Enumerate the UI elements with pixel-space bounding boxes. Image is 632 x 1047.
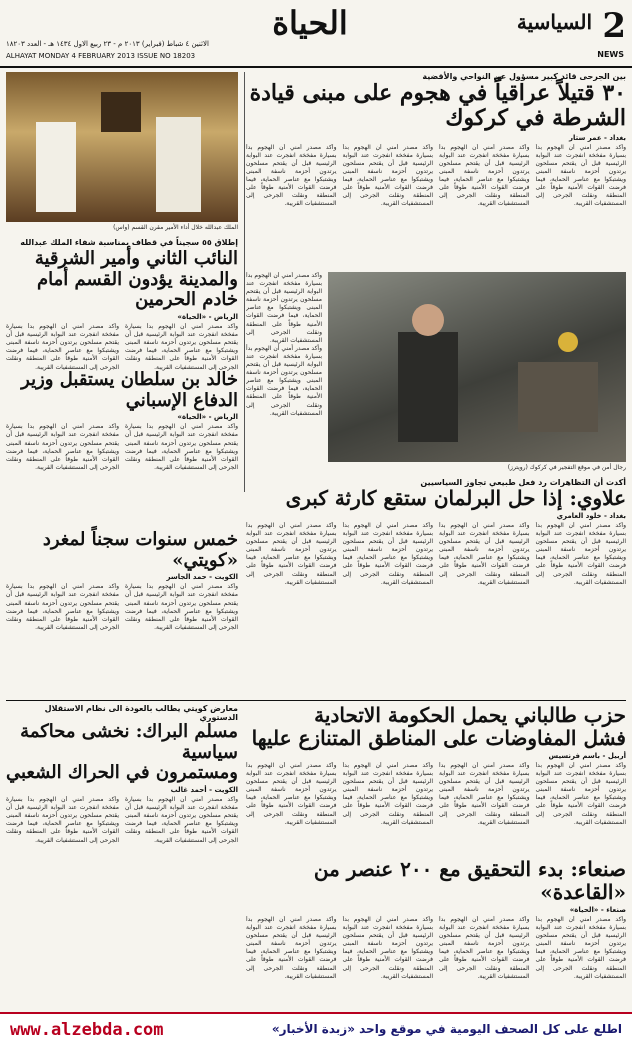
kirkuk-kicker: بين الجرحى قائد كبير مسؤول عن النواحي والأقضية — [422, 72, 626, 81]
allawi-kicker: أكدت أن التظاهرات رد فعل طبيعي تجاوز السياسيين — [420, 478, 626, 487]
news-label: NEWS — [597, 50, 624, 59]
tweeter-article — [6, 530, 238, 713]
allawi-headline: علاوي: إذا حل البرلمان ستقع كارثة كبرى — [285, 486, 626, 510]
promo-text: اطلع على كل الصحف اليومية في موقع واحد «زبدة الأخبار» — [271, 1022, 622, 1036]
khalid-body-2: وأكد مصدر أمني أن الهجوم بدأ بسيارة مفخخة انفجرت عند البوابة الرئيسية قبل أن يقتحم مسلحون يرتدون أحزمة ناسفة المبنى ويشتبكوا مع عناصر الحماية، فيما فرضت القوات الأمنية طوقاً على المنطقة ونقلت الجرحى إلى المستشفيات القريبة. — [6, 423, 119, 471]
allawi-columns — [246, 522, 626, 702]
site-link[interactable]: www.alzebda.com — [10, 1020, 164, 1040]
saudi-body-2: وأكد مصدر أمني أن الهجوم بدأ بسيارة مفخخة انفجرت عند البوابة الرئيسية قبل أن يقتحم مسلحون يرتدون أحزمة ناسفة المبنى ويشتبكوا مع عناصر الحماية، فيما فرضت القوات الأمنية طوقاً على المنطقة ونقلت الجرحى إلى المستشفيات القريبة. — [6, 323, 119, 371]
sanaa-byline: صنعاء - «الحياة» — [569, 906, 626, 914]
kirkuk-body-6: وأكد مصدر أمني أن الهجوم بدأ بسيارة مفخخة انفجرت عند البوابة الرئيسية قبل أن يقتحم مسلحون يرتدون أحزمة ناسفة المبنى ويشتبكوا مع عناصر الحماية، فيما فرضت القوات الأمنية طوقاً على المنطقة ونقلت الجرحى إلى المستشفيات القريبة. — [246, 344, 322, 417]
sanaa-columns — [246, 916, 626, 1026]
section-rule — [6, 700, 626, 701]
kirkuk-body-2: وأكد مصدر أمني أن الهجوم بدأ بسيارة مفخخة انفجرت عند البوابة الرئيسية قبل أن يقتحم مسلحون يرتدون أحزمة ناسفة المبنى ويشتبكوا مع عناصر الحماية، فيما فرضت القوات الأمنية طوقاً على المنطقة ونقلت الجرحى إلى المستشفيات القريبة. — [439, 143, 530, 208]
kirkuk-article — [246, 72, 626, 304]
figure-left — [36, 122, 76, 212]
soldier-head — [412, 304, 444, 336]
khalid-headline: خالد بن سلطان يستقبل وزير الدفاع الإسباني — [21, 369, 238, 411]
masthead — [0, 0, 632, 68]
saudi-headline: النائب الثاني وأمير الشرقية والمدينة يؤدون القسم أمام خادم الحرمين — [34, 248, 238, 311]
barrak-headline-1: مسلم البراك: نخشى محاكمة سياسية — [20, 721, 238, 763]
section-title: السياسية — [516, 10, 592, 34]
allawi-body-1: وأكد مصدر أمني أن الهجوم بدأ بسيارة مفخخة انفجرت عند البوابة الرئيسية قبل أن يقتحم مسلحون يرتدون أحزمة ناسفة المبنى ويشتبكوا مع عناصر الحماية، فيما فرضت القوات الأمنية طوقاً على المنطقة ونقلت الجرحى إلى المستشفيات القريبة. — [535, 522, 626, 586]
barrak-article — [6, 704, 238, 996]
sanaa-body-3: وأكد مصدر أمني أن الهجوم بدأ بسيارة مفخخة انفجرت عند البوابة الرئيسية قبل أن يقتحم مسلحون يرتدون أحزمة ناسفة المبنى ويشتبكوا مع عناصر الحماية، فيما فرضت القوات الأمنية طوقاً على المنطقة ونقلت الجرحى إلى المستشفيات القريبة. — [342, 916, 433, 980]
tweeter-byline: الكويت - حمد الجاسر — [166, 573, 238, 582]
barrak-kicker: معارض كويتي يطالب بالعودة الى نظام الاستقلال الدستوري — [44, 704, 238, 722]
kirkuk-body-3: وأكد مصدر أمني أن الهجوم بدأ بسيارة مفخخة انفجرت عند البوابة الرئيسية قبل أن يقتحم مسلحون يرتدون أحزمة ناسفة المبنى ويشتبكوا مع عناصر الحماية، فيما فرضت القوات الأمنية طوقاً على المنطقة ونقلت الجرحى إلى المستشفيات القريبة. — [342, 143, 433, 208]
kirkuk-photo — [328, 272, 626, 462]
tweeter-headline: خمس سنوات سجناً لمغرد «كويتي» — [42, 529, 238, 571]
page-number: 2 — [602, 6, 626, 46]
khalid-body-1: وأكد مصدر أمني أن الهجوم بدأ بسيارة مفخخة انفجرت عند البوابة الرئيسية قبل أن يقتحم مسلحون يرتدون أحزمة ناسفة المبنى ويشتبكوا مع عناصر الحماية، فيما فرضت القوات الأمنية طوقاً على المنطقة ونقلت الجرحى إلى المستشفيات القريبة. — [125, 423, 238, 471]
talabani-body-1: وأكد مصدر أمني أن الهجوم بدأ بسيارة مفخخة انفجرت عند البوابة الرئيسية قبل أن يقتحم مسلحون يرتدون أحزمة ناسفة المبنى ويشتبكوا مع عناصر الحماية، فيما فرضت القوات الأمنية طوقاً على المنطقة ونقلت الجرحى إلى المستشفيات القريبة. — [535, 762, 626, 826]
talabani-body-2: وأكد مصدر أمني أن الهجوم بدأ بسيارة مفخخة انفجرت عند البوابة الرئيسية قبل أن يقتحم مسلحون يرتدون أحزمة ناسفة المبنى ويشتبكوا مع عناصر الحماية، فيما فرضت القوات الأمنية طوقاً على المنطقة ونقلت الجرحى إلى المستشفيات القريبة. — [439, 762, 530, 826]
sanaa-body-2: وأكد مصدر أمني أن الهجوم بدأ بسيارة مفخخة انفجرت عند البوابة الرئيسية قبل أن يقتحم مسلحون يرتدون أحزمة ناسفة المبنى ويشتبكوا مع عناصر الحماية، فيما فرضت القوات الأمنية طوقاً على المنطقة ونقلت الجرحى إلى المستشفيات القريبة. — [439, 916, 530, 980]
allawi-article — [246, 478, 626, 702]
kirkuk-headline: ٣٠ قتيلاً عراقياً في هجوم على مبنى قيادة الشرطة في كركوك — [249, 80, 626, 132]
kirkuk-body-1: وأكد مصدر أمني أن الهجوم بدأ بسيارة مفخخة انفجرت عند البوابة الرئيسية قبل أن يقتحم مسلحون يرتدون أحزمة ناسفة المبنى ويشتبكوا مع عناصر الحماية، فيما فرضت القوات الأمنية طوقاً على المنطقة ونقلت الجرحى إلى المستشفيات القريبة. — [535, 143, 626, 208]
khalid-columns — [6, 423, 238, 503]
sanaa-headline: صنعاء: بدء التحقيق مع ٢٠٠ عنصر من «القاعدة» — [313, 857, 626, 904]
royal-caption: الملك عبدالله خلال أداء الأمير مقرن القسم (واس) — [113, 224, 238, 231]
promo-footer — [0, 1012, 632, 1047]
allawi-body-4: وأكد مصدر أمني أن الهجوم بدأ بسيارة مفخخة انفجرت عند البوابة الرئيسية قبل أن يقتحم مسلحون يرتدون أحزمة ناسفة المبنى ويشتبكوا مع عناصر الحماية، فيما فرضت القوات الأمنية طوقاً على المنطقة ونقلت الجرحى إلى المستشفيات القريبة. — [246, 522, 337, 586]
talabani-body-4: وأكد مصدر أمني أن الهجوم بدأ بسيارة مفخخة انفجرت عند البوابة الرئيسية قبل أن يقتحم مسلحون يرتدون أحزمة ناسفة المبنى ويشتبكوا مع عناصر الحماية، فيما فرضت القوات الأمنية طوقاً على المنطقة ونقلت الجرحى إلى المستشفيات القريبة. — [246, 762, 337, 826]
soldier-figure — [398, 332, 458, 442]
kirkuk-photo-art — [328, 272, 626, 462]
allawi-body-2: وأكد مصدر أمني أن الهجوم بدأ بسيارة مفخخة انفجرت عند البوابة الرئيسية قبل أن يقتحم مسلحون يرتدون أحزمة ناسفة المبنى ويشتبكوا مع عناصر الحماية، فيما فرضت القوات الأمنية طوقاً على المنطقة ونقلت الجرحى إلى المستشفيات القريبة. — [439, 522, 530, 586]
khalid-byline: الرياض - «الحياة» — [177, 413, 238, 422]
sanaa-body-1: وأكد مصدر أمني أن الهجوم بدأ بسيارة مفخخة انفجرت عند البوابة الرئيسية قبل أن يقتحم مسلحون يرتدون أحزمة ناسفة المبنى ويشتبكوا مع عناصر الحماية، فيما فرضت القوات الأمنية طوقاً على المنطقة ونقلت الجرحى إلى المستشفيات القريبة. — [535, 916, 626, 980]
tweeter-body-2: وأكد مصدر أمني أن الهجوم بدأ بسيارة مفخخة انفجرت عند البوابة الرئيسية قبل أن يقتحم مسلحون يرتدون أحزمة ناسفة المبنى ويشتبكوا مع عناصر الحماية، فيما فرضت القوات الأمنية طوقاً على المنطقة ونقلت الجرحى إلى المستشفيات القريبة. — [6, 583, 119, 631]
kirkuk-byline: بغداد - عمر ستار — [568, 133, 626, 142]
helmet-shape — [558, 332, 578, 352]
allawi-byline: بغداد - خلود العامري — [556, 512, 626, 520]
kirkuk-body-5: وأكد مصدر أمني أن الهجوم بدأ بسيارة مفخخة انفجرت عند البوابة الرئيسية قبل أن يقتحم مسلحون يرتدون أحزمة ناسفة المبنى ويشتبكوا مع عناصر الحماية، فيما فرضت القوات الأمنية طوقاً على المنطقة ونقلت الجرحى إلى المستشفيات القريبة. — [246, 272, 322, 344]
saudi-body-1: وأكد مصدر أمني أن الهجوم بدأ بسيارة مفخخة انفجرت عند البوابة الرئيسية قبل أن يقتحم مسلحون يرتدون أحزمة ناسفة المبنى ويشتبكوا مع عناصر الحماية، فيما فرضت القوات الأمنية طوقاً على المنطقة ونقلت الجرحى إلى المستشفيات القريبة. — [125, 323, 238, 371]
rubble-shape — [518, 362, 598, 432]
royal-photo — [6, 72, 238, 222]
date-english: ALHAYAT MONDAY 4 FEBRUARY 2013 ISSUE NO 18203 — [6, 52, 196, 60]
talabani-body-3: وأكد مصدر أمني أن الهجوم بدأ بسيارة مفخخة انفجرت عند البوابة الرئيسية قبل أن يقتحم مسلحون يرتدون أحزمة ناسفة المبنى ويشتبكوا مع عناصر الحماية، فيما فرضت القوات الأمنية طوقاً على المنطقة ونقلت الجرحى إلى المستشفيات القريبة. — [342, 762, 433, 826]
royal-caption-sub: إطلاق ٥٥ سجيناً في قطاف بمناسبة شفاء الملك عبدالله — [20, 238, 238, 247]
khalid-article — [6, 370, 238, 503]
tweeter-columns — [6, 583, 238, 713]
barrak-body-2: وأكد مصدر أمني أن الهجوم بدأ بسيارة مفخخة انفجرت عند البوابة الرئيسية قبل أن يقتحم مسلحون يرتدون أحزمة ناسفة المبنى ويشتبكوا مع عناصر الحماية، فيما فرضت القوات الأمنية طوقاً على المنطقة ونقلت الجرحى إلى المستشفيات القريبة. — [6, 796, 119, 844]
talabani-columns — [246, 762, 626, 842]
barrak-columns — [6, 796, 238, 996]
barrak-byline: الكويت - أحمد غالب — [170, 786, 238, 795]
portrait-frame — [101, 92, 141, 132]
kirkuk-side-column — [246, 272, 322, 462]
date-arabic: الاثنين ٤ شباط (فبراير) ٢٠١٣ م - ٢٣ ربيع الاول ١٤٣٤ هـ - العدد ١٨٢٠٣ — [6, 40, 209, 48]
tweeter-body-1: وأكد مصدر أمني أن الهجوم بدأ بسيارة مفخخة انفجرت عند البوابة الرئيسية قبل أن يقتحم مسلحون يرتدون أحزمة ناسفة المبنى ويشتبكوا مع عناصر الحماية، فيما فرضت القوات الأمنية طوقاً على المنطقة ونقلت الجرحى إلى المستشفيات القريبة. — [125, 583, 238, 631]
royal-photo-art — [6, 72, 238, 222]
kirkuk-caption: رجال أمن في موقع التفجير في كركوك (رويترز) — [507, 464, 626, 471]
column-divider — [244, 72, 245, 492]
sanaa-body-4: وأكد مصدر أمني أن الهجوم بدأ بسيارة مفخخة انفجرت عند البوابة الرئيسية قبل أن يقتحم مسلحون يرتدون أحزمة ناسفة المبنى ويشتبكوا مع عناصر الحماية، فيما فرضت القوات الأمنية طوقاً على المنطقة ونقلت الجرحى إلى المستشفيات القريبة. — [246, 916, 337, 980]
kirkuk-body-4: وأكد مصدر أمني أن الهجوم بدأ بسيارة مفخخة انفجرت عند البوابة الرئيسية قبل أن يقتحم مسلحون يرتدون أحزمة ناسفة المبنى ويشتبكوا مع عناصر الحماية، فيما فرضت القوات الأمنية طوقاً على المنطقة ونقلت الجرحى إلى المستشفيات القريبة. — [246, 143, 337, 208]
talabani-headline-1: حزب طالباني يحمل الحكومة الاتحادية — [314, 703, 626, 727]
talabani-article — [246, 704, 626, 842]
saudi-byline: الرياض - «الحياة» — [177, 313, 238, 322]
talabani-byline: أربيل - باسم فرنسيس — [548, 752, 626, 760]
barrak-body-1: وأكد مصدر أمني أن الهجوم بدأ بسيارة مفخخة انفجرت عند البوابة الرئيسية قبل أن يقتحم مسلحون يرتدون أحزمة ناسفة المبنى ويشتبكوا مع عناصر الحماية، فيما فرضت القوات الأمنية طوقاً على المنطقة ونقلت الجرحى إلى المستشفيات القريبة. — [125, 796, 238, 844]
newspaper-logo: الحياة — [272, 4, 348, 42]
talabani-headline-2: فشل المفاوضات على المناطق المتنازع عليها — [251, 726, 626, 750]
allawi-body-3: وأكد مصدر أمني أن الهجوم بدأ بسيارة مفخخة انفجرت عند البوابة الرئيسية قبل أن يقتحم مسلحون يرتدون أحزمة ناسفة المبنى ويشتبكوا مع عناصر الحماية، فيما فرضت القوات الأمنية طوقاً على المنطقة ونقلت الجرحى إلى المستشفيات القريبة. — [342, 522, 433, 586]
barrak-headline-2: ومستمرون في الحراك الشعبي — [5, 762, 238, 784]
figure-right — [156, 117, 201, 212]
sanaa-article — [246, 858, 626, 1026]
